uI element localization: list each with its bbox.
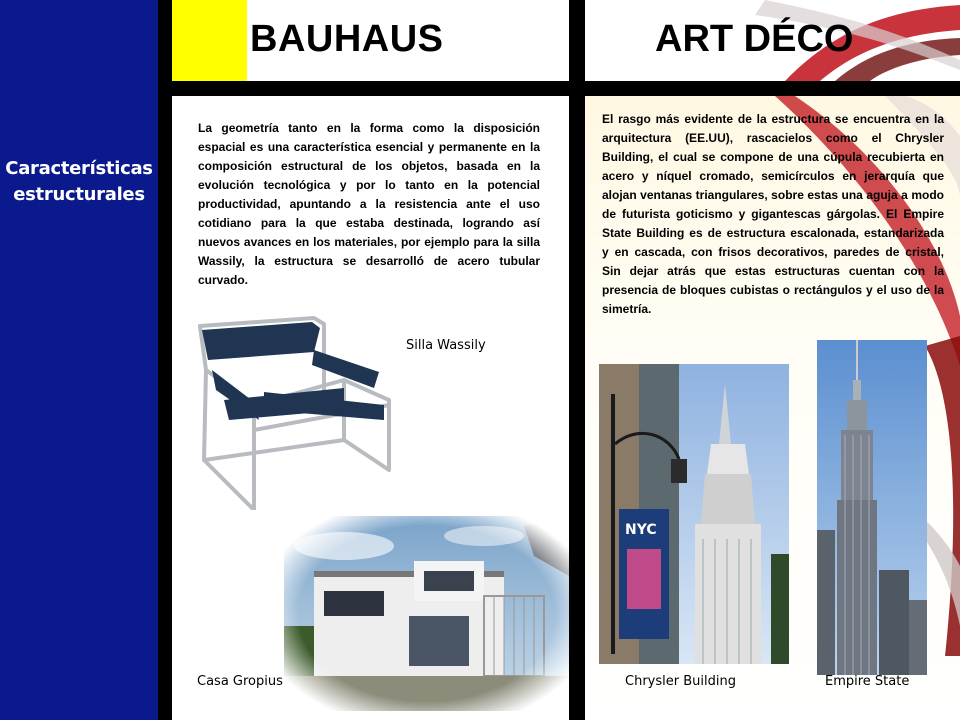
caption-casa-gropius: Casa Gropius (197, 674, 283, 689)
bauhaus-description: La geometría tanto en la forma como la disposición espacial es una característica esencial y permanente en la composición estructural de los objetos, basada en la evolución tecnológica y por lo tanto en la potencial productividad, apuntando a la resistencia ante el uso cotidiano para la que estaba destinada, logrando así nuevos avances en los materiales, por ejemplo para la silla Wassily, la estructura se desarrolló de acero tubular curvado. (198, 121, 540, 287)
artdeco-title: ART DÉCO (655, 18, 854, 60)
casa-gropius-image (284, 516, 569, 711)
artdeco-panel (585, 96, 960, 720)
sidebar (0, 0, 158, 720)
bauhaus-header (172, 0, 569, 81)
chrysler-building-image (599, 364, 789, 664)
bauhaus-title: BAUHAUS (250, 18, 444, 60)
nyc-sign-text: NYC (625, 522, 657, 538)
wassily-chair-image (194, 310, 394, 510)
artdeco-description: El rasgo más evidente de la estructura se encuentra en la arquitectura (EE.UU), rascacielos como el Chrysler Building, el cual se compone de una cúpula recubierta en acero y níquel cromado, semicírculos en jerarquía que alojan ventanas triangulares, sobre estas una aguja a modo de futurista goticismo y gigantescas gárgolas. El Empire State Building es de estructura escalonada, estandarizada y en cascada, con frisos decorativos, paredes de cristal, Sin dejar atrás que estas estructuras cuentan con la presencia de bloques cubistas o rectángulos y el uso de la simetría. (602, 112, 944, 316)
caption-empire-state: Empire State (825, 674, 910, 689)
caption-chrysler-building: Chrysler Building (625, 674, 736, 689)
yellow-accent-block (172, 0, 247, 81)
bauhaus-panel (172, 96, 569, 720)
sidebar-title: Características estructurales (5, 158, 153, 205)
artdeco-header (585, 0, 960, 81)
caption-silla-wassily: Silla Wassily (406, 338, 486, 353)
empire-state-image (817, 340, 927, 675)
